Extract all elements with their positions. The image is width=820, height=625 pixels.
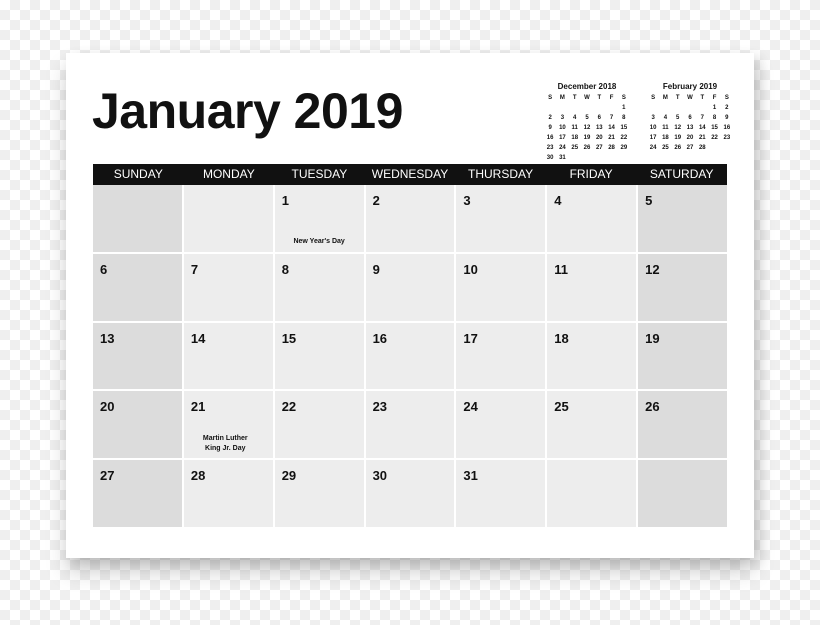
day-number: 12 bbox=[645, 261, 660, 277]
day-number: 20 bbox=[100, 399, 115, 415]
mini-day: 21 bbox=[698, 135, 706, 141]
mini-weekday-label: M bbox=[662, 95, 668, 101]
month-title: January 2019 bbox=[92, 83, 403, 139]
day-number: 13 bbox=[100, 330, 115, 346]
day-number: 23 bbox=[372, 399, 388, 415]
mini-day: 7 bbox=[700, 115, 704, 121]
weekday-header-saturday: SATURDAY bbox=[649, 167, 714, 181]
day-number: 3 bbox=[463, 193, 471, 208]
day-cell[interactable] bbox=[366, 185, 455, 252]
day-number: 2 bbox=[372, 193, 380, 208]
day-number: 14 bbox=[190, 330, 206, 346]
mini-day: 1 bbox=[712, 105, 717, 111]
mini-day: 23 bbox=[723, 135, 731, 141]
mini-day: 23 bbox=[546, 145, 554, 151]
mini-day: 12 bbox=[674, 125, 682, 131]
mini-weekday-label: S bbox=[651, 95, 656, 101]
day-cell[interactable] bbox=[275, 185, 364, 252]
day-cell[interactable] bbox=[638, 391, 727, 458]
day-number: 4 bbox=[554, 193, 562, 208]
mini-day: 5 bbox=[585, 115, 589, 121]
mini-day bbox=[659, 103, 671, 113]
mini-day bbox=[708, 143, 720, 153]
day-number: 17 bbox=[463, 330, 478, 346]
mini-day: 14 bbox=[698, 125, 706, 131]
day-number: 21 bbox=[190, 399, 206, 415]
day-cell[interactable] bbox=[547, 391, 636, 458]
mini-day: 11 bbox=[571, 125, 578, 131]
mini-day bbox=[605, 153, 617, 163]
holiday-label: Martin Luther King Jr. Day bbox=[202, 435, 248, 453]
mini-day: 11 bbox=[662, 125, 669, 131]
mini-day: 10 bbox=[649, 125, 657, 131]
mini-day: 8 bbox=[622, 115, 626, 121]
mini-day bbox=[672, 103, 684, 113]
mini-calendar-title: February 2019 bbox=[662, 82, 718, 91]
mini-day: 13 bbox=[595, 125, 603, 131]
mini-day: 15 bbox=[620, 125, 628, 131]
day-number: 10 bbox=[463, 261, 478, 277]
day-number: 6 bbox=[100, 261, 108, 277]
mini-weekday-label: W bbox=[687, 95, 693, 101]
day-cell[interactable] bbox=[547, 185, 636, 252]
day-number: 11 bbox=[554, 261, 569, 277]
day-number: 29 bbox=[281, 468, 297, 484]
month-grid bbox=[93, 185, 727, 527]
day-cell[interactable] bbox=[638, 323, 727, 390]
mini-weekday-label: F bbox=[609, 95, 614, 101]
mini-day: 4 bbox=[663, 115, 668, 121]
day-number: 18 bbox=[554, 330, 569, 346]
mini-day bbox=[556, 103, 568, 113]
day-cell[interactable] bbox=[93, 185, 182, 252]
mini-day: 9 bbox=[548, 125, 552, 131]
weekday-header-bar bbox=[93, 164, 727, 185]
weekday-header-sunday: SUNDAY bbox=[113, 167, 163, 181]
day-cell[interactable] bbox=[366, 323, 455, 390]
mini-day: 18 bbox=[662, 135, 669, 141]
mini-day: 31 bbox=[559, 155, 566, 161]
mini-day bbox=[647, 103, 659, 113]
mini-day: 17 bbox=[559, 135, 566, 141]
mini-day: 9 bbox=[725, 115, 729, 121]
mini-day: 16 bbox=[723, 125, 731, 131]
mini-day bbox=[581, 153, 593, 163]
mini-day: 19 bbox=[583, 135, 591, 141]
day-cell[interactable] bbox=[547, 460, 636, 527]
mini-day: 24 bbox=[559, 145, 566, 151]
mini-day: 1 bbox=[622, 105, 626, 111]
day-cell[interactable] bbox=[456, 323, 545, 390]
mini-calendar-february bbox=[647, 81, 733, 153]
mini-weekday-label: F bbox=[712, 95, 717, 101]
holiday-label: New Year's Day bbox=[293, 237, 345, 245]
day-number: 30 bbox=[372, 468, 388, 484]
weekday-header-monday: MONDAY bbox=[202, 167, 255, 181]
day-cell[interactable] bbox=[456, 185, 545, 252]
day-number: 9 bbox=[372, 261, 380, 277]
mini-day: 29 bbox=[620, 145, 628, 151]
mini-day: 14 bbox=[608, 125, 615, 131]
day-cell[interactable] bbox=[456, 391, 545, 458]
day-number: 28 bbox=[190, 468, 206, 484]
day-number: 22 bbox=[281, 399, 297, 415]
mini-day: 8 bbox=[712, 115, 717, 121]
mini-calendar-december bbox=[544, 81, 630, 163]
day-number: 1 bbox=[281, 193, 289, 208]
mini-day: 25 bbox=[571, 145, 579, 151]
calendar-sheet bbox=[66, 53, 754, 558]
mini-day: 19 bbox=[674, 135, 682, 141]
mini-day: 12 bbox=[583, 125, 591, 131]
mini-day: 26 bbox=[674, 145, 682, 151]
day-cell[interactable] bbox=[366, 254, 455, 321]
day-cell[interactable] bbox=[456, 460, 545, 527]
day-cell[interactable] bbox=[638, 460, 727, 527]
day-cell[interactable] bbox=[456, 254, 545, 321]
mini-day: 6 bbox=[688, 115, 692, 121]
mini-calendar-grid bbox=[647, 93, 733, 153]
day-cell[interactable] bbox=[638, 254, 727, 321]
day-cell[interactable] bbox=[275, 460, 364, 527]
mini-day bbox=[721, 143, 733, 153]
day-cell[interactable] bbox=[184, 323, 273, 390]
day-cell[interactable] bbox=[275, 254, 364, 321]
day-cell[interactable] bbox=[184, 185, 273, 252]
mini-day: 27 bbox=[686, 145, 694, 151]
day-number: 27 bbox=[100, 468, 115, 484]
mini-day: 2 bbox=[548, 115, 552, 121]
day-number: 24 bbox=[463, 399, 478, 415]
mini-day bbox=[593, 103, 605, 113]
day-number: 31 bbox=[463, 468, 478, 484]
mini-weekday-label: T bbox=[675, 95, 680, 101]
day-cell[interactable] bbox=[275, 391, 364, 458]
mini-day: 28 bbox=[698, 145, 706, 151]
day-cell[interactable] bbox=[547, 254, 636, 321]
mini-day bbox=[593, 153, 605, 163]
mini-day: 26 bbox=[583, 145, 591, 151]
mini-day: 18 bbox=[571, 135, 579, 141]
weekday-header-wednesday: WEDNESDAY bbox=[371, 167, 449, 181]
mini-day: 27 bbox=[595, 145, 603, 151]
mini-day: 20 bbox=[686, 135, 694, 141]
mini-day: 28 bbox=[608, 145, 615, 151]
mini-day: 20 bbox=[595, 135, 603, 141]
mini-weekday-label: S bbox=[621, 95, 626, 101]
day-cell[interactable] bbox=[184, 391, 273, 458]
mini-weekday-label: S bbox=[724, 95, 729, 101]
day-number: 26 bbox=[645, 399, 660, 415]
mini-day: 10 bbox=[559, 125, 566, 131]
mini-day: 25 bbox=[662, 145, 669, 151]
mini-day bbox=[605, 103, 617, 113]
mini-calendar-grid bbox=[544, 93, 630, 163]
mini-day: 5 bbox=[676, 115, 680, 121]
day-number: 16 bbox=[372, 330, 388, 346]
mini-day: 24 bbox=[649, 145, 657, 151]
day-number: 7 bbox=[190, 261, 199, 277]
mini-day bbox=[569, 103, 581, 113]
mini-weekday-label: M bbox=[559, 95, 565, 101]
day-cell[interactable] bbox=[366, 460, 455, 527]
mini-weekday-label: T bbox=[572, 95, 577, 101]
mini-day bbox=[684, 103, 696, 113]
day-cell[interactable] bbox=[184, 254, 273, 321]
mini-day bbox=[544, 103, 556, 113]
day-cell[interactable] bbox=[366, 391, 455, 458]
mini-day: 2 bbox=[725, 105, 729, 111]
mini-weekday-label: S bbox=[548, 95, 553, 101]
weekday-header-friday: FRIDAY bbox=[569, 167, 613, 181]
day-cell[interactable] bbox=[638, 185, 727, 252]
mini-calendar-title: December 2018 bbox=[557, 82, 617, 91]
mini-day: 16 bbox=[546, 135, 554, 141]
mini-day bbox=[569, 153, 581, 163]
mini-day: 17 bbox=[649, 135, 657, 141]
mini-day: 22 bbox=[711, 135, 718, 141]
mini-day: 3 bbox=[651, 115, 655, 121]
mini-day: 13 bbox=[686, 125, 694, 131]
day-number: 5 bbox=[645, 193, 653, 208]
mini-weekday-label: T bbox=[700, 95, 705, 101]
mini-day: 7 bbox=[609, 115, 614, 121]
day-cell[interactable] bbox=[93, 391, 182, 458]
day-number: 25 bbox=[554, 399, 569, 415]
day-number: 19 bbox=[645, 330, 660, 346]
mini-weekday-label: T bbox=[597, 95, 602, 101]
mini-day bbox=[581, 103, 593, 113]
day-cell[interactable] bbox=[93, 323, 182, 390]
day-cell[interactable] bbox=[547, 323, 636, 390]
day-cell[interactable] bbox=[275, 323, 364, 390]
mini-day: 4 bbox=[573, 115, 577, 121]
day-cell[interactable] bbox=[93, 460, 182, 527]
day-number: 15 bbox=[281, 330, 297, 346]
mini-day: 30 bbox=[546, 155, 554, 161]
day-cell[interactable] bbox=[184, 460, 273, 527]
mini-weekday-label: W bbox=[584, 95, 590, 101]
mini-day bbox=[696, 103, 708, 113]
mini-day: 15 bbox=[711, 125, 718, 131]
weekday-header-thursday: THURSDAY bbox=[468, 167, 534, 181]
weekday-header-tuesday: TUESDAY bbox=[291, 167, 348, 181]
mini-day: 6 bbox=[597, 115, 601, 121]
mini-day: 21 bbox=[608, 135, 615, 141]
day-number: 8 bbox=[281, 261, 289, 277]
mini-day: 3 bbox=[560, 115, 565, 121]
mini-day: 22 bbox=[620, 135, 628, 141]
mini-day bbox=[618, 153, 630, 163]
day-cell[interactable] bbox=[93, 254, 182, 321]
